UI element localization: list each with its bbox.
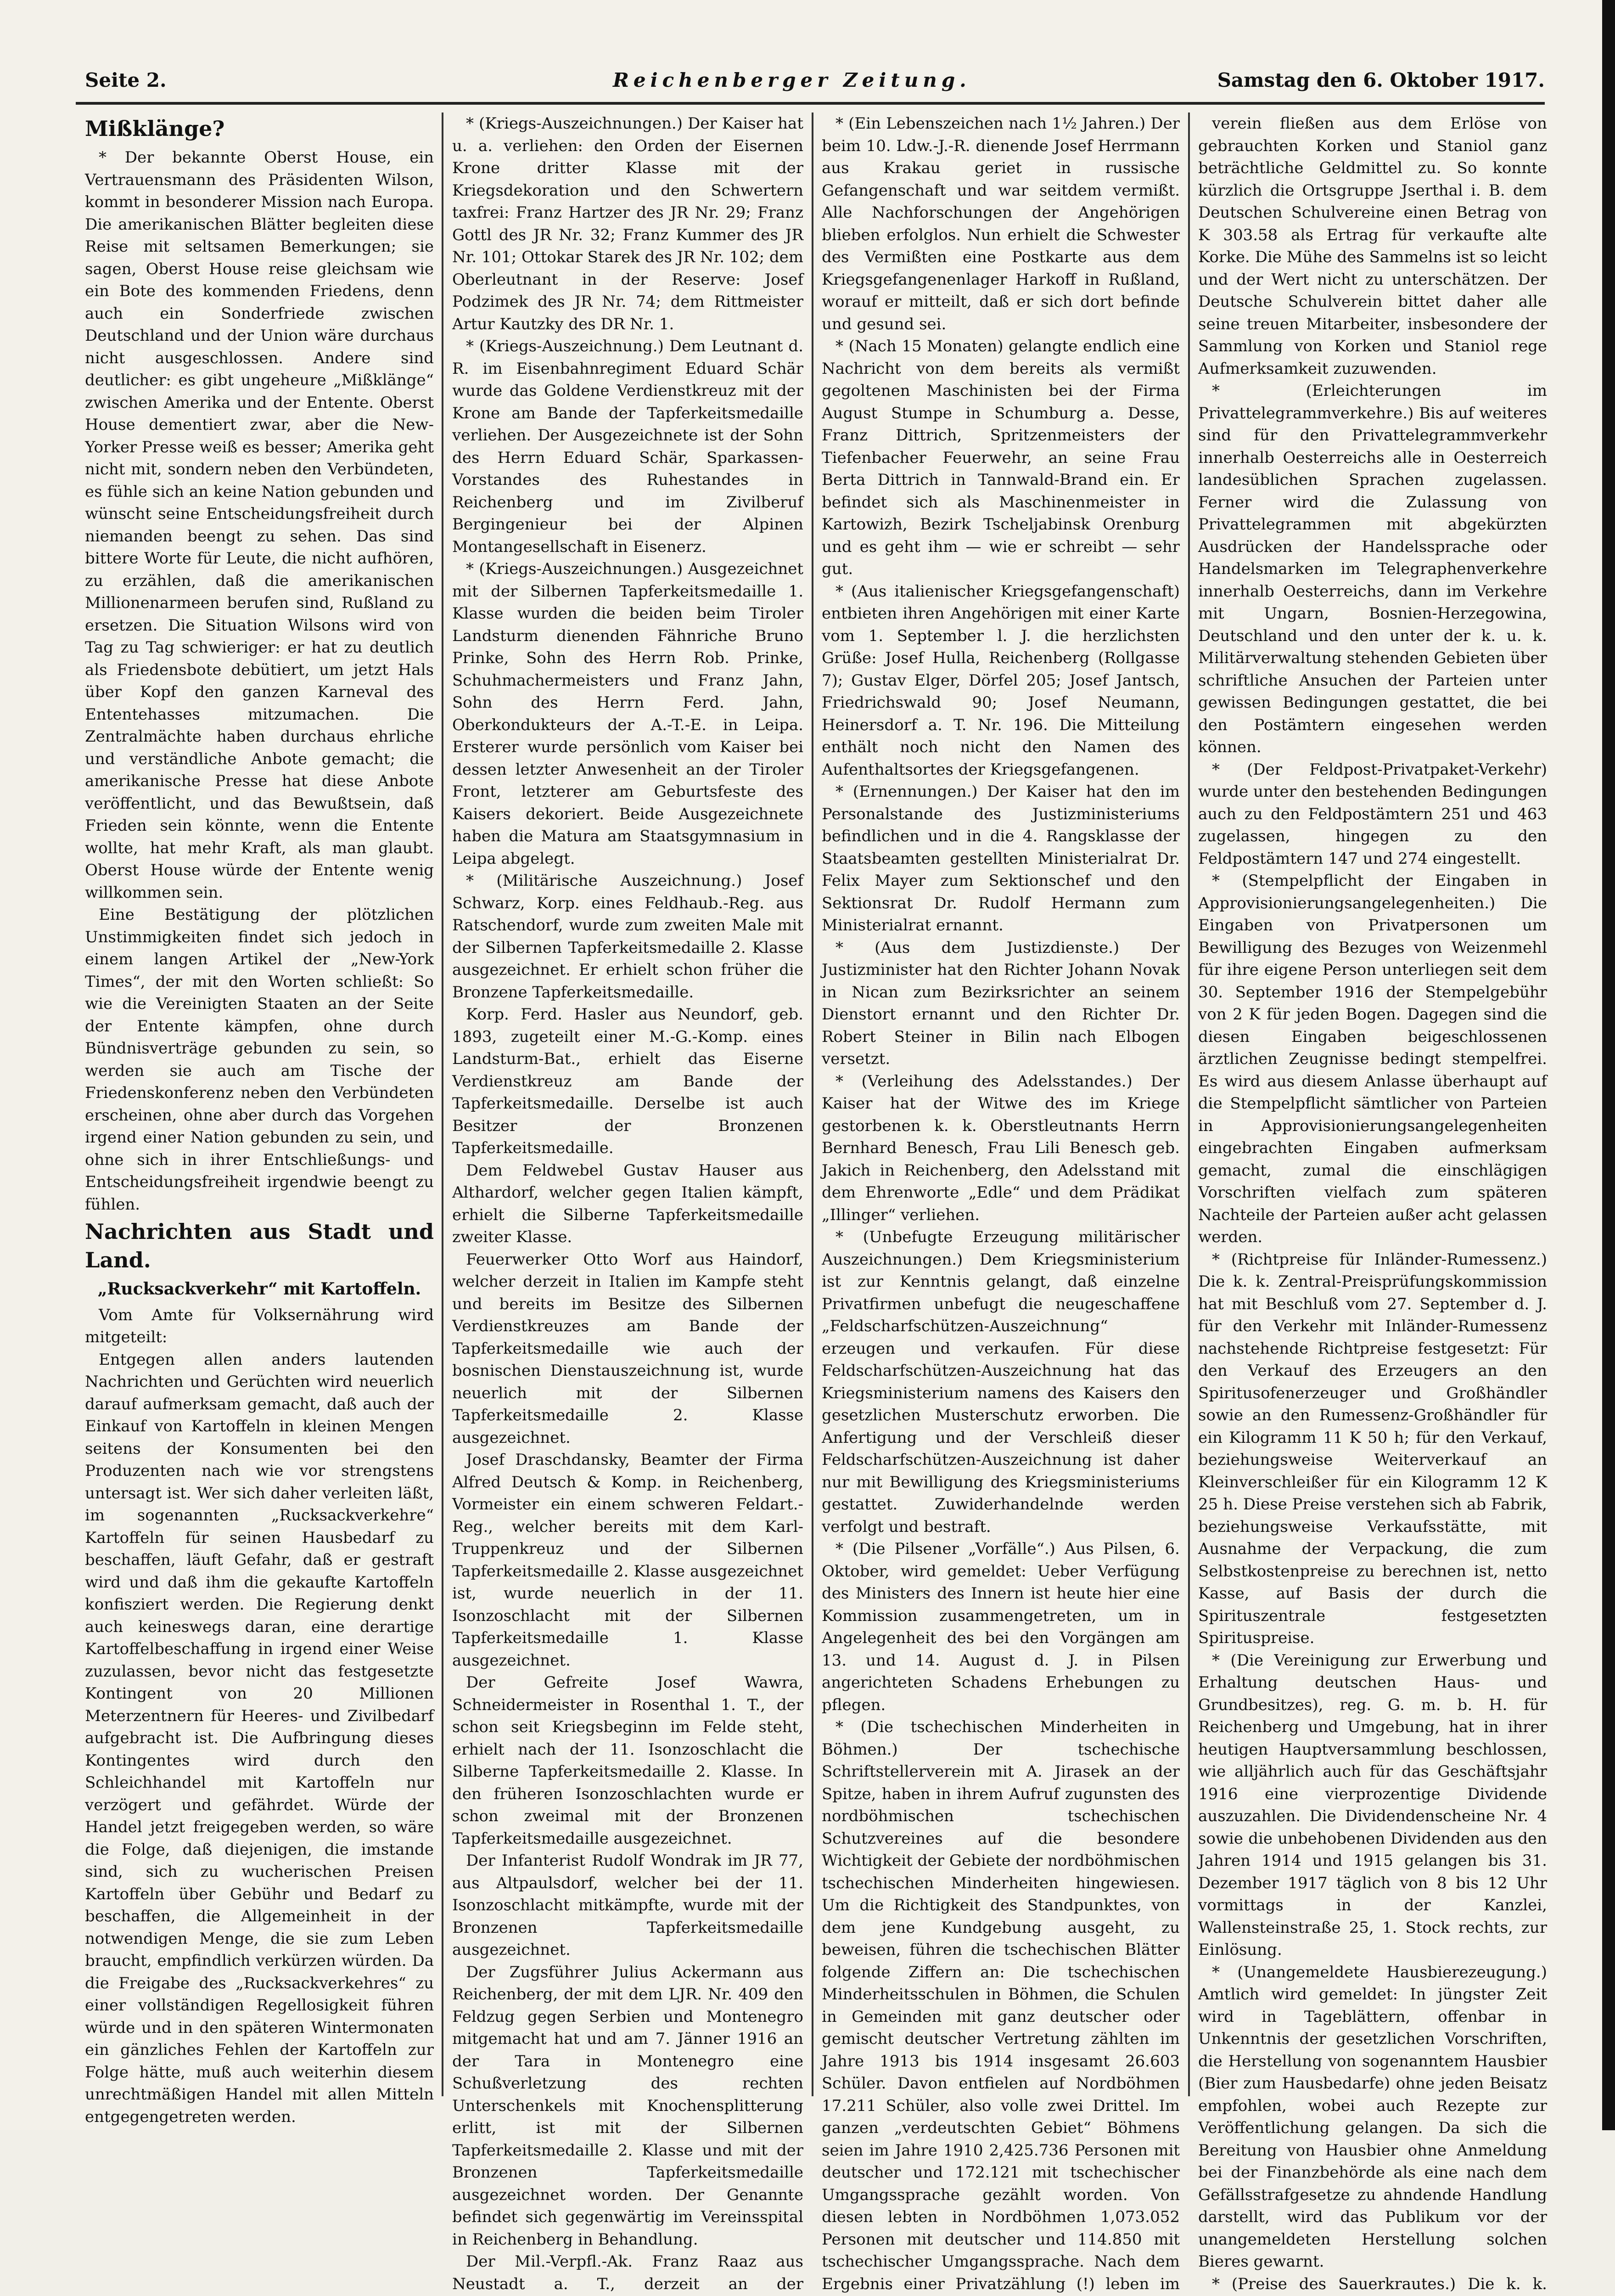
column-4 [1194, 113, 1552, 2096]
article-subheading: „Rucksackverkehr“ mit Kartoffeln. [85, 1278, 434, 1300]
news-item: * (Ein Lebenszeichen nach 1½ Jahren.) Der beim 10. Ldw.-J.-R. dienende Josef Herrmann aus Krakau geriet in russische Gefangenschaft und war seitdem vermißt. Alle Nachforschungen der Angehörigen blieben erfolglos. Nun erhielt die Schwester des Vermißten eine Postkarte aus dem Kriegsgefangenenlager Harkoff in Rußland, worauf er mitteilt, daß er sich dort befinde und gesund sei. [822, 113, 1180, 335]
news-item: * (Richtpreise für Inländer-Rumessenz.) Die k. k. Zentral-Preisprüfungskommission hat mit Beschluß vom 27. September d. J. für den Verkehr mit Inländer-Rumessenz nachstehende Richtpreise festgesetzt: Für den Verkauf des Erzeugers an den Spiritusofenerzeuger und Großhändler sowie an den Rumessenz-Großhändler für ein Kilogramm 11 K 50 h; für den Verkauf, beziehungsweise Weiterverkauf an Kleinverschleißer für ein Kilogramm 12 K 25 h. Diese Preise verstehen sich ab Fabrik, beziehungsweise Verkaufsstätte, mit Ausnahme der Verpackung, die zum Selbstkostenpreise zu berechnen ist, netto Kasse, auf Basis der durch die Spirituszentrale festgesetzten Spirituspreise. [1198, 1249, 1547, 1649]
article-paragraph: Eine Bestätigung der plötzlichen Unstimmigkeiten findet sich jedoch in einem langen Artikel der „New-York Times“, der mit den Worten schließt: So wie die Vereinigten Staaten an der Seite der Entente kämpfen, ohne durch Bündnisverträge gebunden zu sein, so werden sie auch am Tische der Friedenskonferenz neben den Verbündeten erscheinen, ohne aber durch das Vorgehen irgend einer Nation gebunden zu sein, und ohne sich in ihrer Entschließungs- und Entscheidungsfreiheit irgendwie beengt zu fühlen. [85, 904, 434, 1216]
news-item: * (Kriegs-Auszeichnungen.) Der Kaiser hat u. a. verliehen: den Orden der Eisernen Krone dritter Klasse mit der Kriegsdekoration und den Schwertern taxfrei: Franz Hartzer des JR Nr. 29; Franz Gottl des JR Nr. 32; Franz Kummer des JR Nr. 101; Ottokar Starek des JR Nr. 102; dem Oberleutnant in der Reserve: Josef Podzimek des JR Nr. 74; dem Rittmeister Artur Kautzky des DR Nr. 1. [452, 113, 803, 335]
news-item: Dem Feldwebel Gustav Hauser aus Althardorf, welcher gegen Italien kämpft, erhielt die Silberne Tapferkeitsmedaille zweiter Klasse. [452, 1159, 803, 1249]
column-3 [817, 113, 1184, 2096]
article-paragraph: * Der bekannte Oberst House, ein Vertrauensmann des Präsidenten Wilson, kommt in besonderer Mission nach Europa. Die amerikanischen Blätter begleiten diese Reise mit seltsamen Bemerkungen; sie sagen, Oberst House reise gleichsam wie ein Bote des kommenden Friedens, denn auch ein Sonderfriede zwischen Deutschland und der Union wäre durchaus nicht ausgeschlossen. Andere sind deutlicher: es gibt ungeheure „Mißklänge“ zwischen Amerika und der Entente. Oberst House dementiert zwar, aber die New-Yorker Presse weiß es besser; Amerika geht nicht mit, sondern neben den Verbündeten, es fühle sich an keine Nation gebunden und wünscht seine Entscheidungsfreiheit durch niemanden beengt zu sehen. Das sind bittere Worte für Leute, die nicht aufhören, zu erzählen, daß die amerikanischen Millionenarmeen berufen sind, Rußland zu ersetzen. Die Situation Wilsons wird von Tag zu Tag schwieriger: er hat zu deutlich als Friedensbote debütiert, um jetzt Hals über Kopf den ganzen Karneval des Ententehasses mitzumachen. Die Zentralmächte haben durchaus ehrliche und verständliche Anbote gemacht; die amerikanische Presse hat diese Anbote veröffentlicht, und das Bewußtsein, daß Frieden sein könnte, wenn die Entente wollte, hat mehr Kraft, als man glaubt. Oberst House würde der Entente wenig willkommen sein. [85, 146, 434, 904]
news-item: Der Infanterist Rudolf Wondrak im JR 77, aus Altpaulsdorf, welcher bei der 11. Isonzoschlacht mitkämpfte, wurde mit der Bronzenen Tapferkeitsmedaille ausgezeichnet. [452, 1850, 803, 1961]
news-item: * (Erleichterungen im Privattelegrammverkehre.) Bis auf weiteres sind für den Privattelegrammverkehr innerhalb Oesterreichs alle in Oesterreich landesüblichen Sprachen zugelassen. Ferner wird die Zulassung von Privattelegrammen mit abgekürzten Ausdrücken der Handelssprache oder Handelsmarken im Telegraphenverkehre innerhalb Oesterreichs, dann im Verkehre mit Ungarn, Bosnien-Herzegowina, Deutschland und den unter der k. u. k. Militärverwaltung stehenden Gebieten über schriftliche Ansuchen der Parteien unter gewissen Bedingungen gestattet, die bei den Postämtern eingesehen werden können. [1198, 380, 1547, 759]
article-heading: Mißklänge? [85, 114, 434, 143]
news-item: Der Zugsführer Julius Ackermann aus Reichenberg, der mit dem LJR. Nr. 409 den Feldzug gegen Serbien und Montenegro mitgemacht hat und am 7. Jänner 1916 an der Tara in Montenegro eine Schußverletzung des rechten Unterschenkels mit Knochensplitterung erlitt, ist mit der Silbernen Tapferkeitsmedaille 2. Klasse und mit der Bronzenen Tapferkeitsmedaille ausgezeichnet worden. Der Genannte befindet sich gegenwärtig im Vereinsspital in Reichenberg in Behandlung. [452, 1961, 803, 2251]
header-rule [76, 102, 1545, 105]
column-2 [448, 113, 808, 2096]
news-item: * (Die tschechischen Minderheiten in Böhmen.) Der tschechische Schriftstellerverein mit A. Jirasek an der Spitze, haben in ihrem Aufruf zugunsten des nordböhmischen tschechischen Schutzvereines auf die besondere Wichtigkeit der Gebiete der nordböhmischen tschechischen Minderheiten hingewiesen. Um die Richtigkeit des Standpunktes, von dem jene Kundgebung ausgeht, zu beweisen, führen die tschechischen Blätter folgende Ziffern an: Die tschechischen Minderheitsschulen in Böhmen, die Schulen in Gemeinden mit ganz deutscher oder gemischt deutscher Vertretung zählten im Jahre 1913 bis 1914 insgesamt 26.603 Schüler. Davon entfielen auf Nordböhmen 17.211 Schüler, also volle zwei Drittel. Im ganzen „verdeutschten Gebiet“ Böhmens seien im Jahre 1910 2,425.736 Personen mit deutscher und 172.121 mit tschechischer Umgangssprache gezählt worden. Von diesen lebten in Nordböhmen 1,073.052 Personen mit deutscher und 114.850 mit tschechischer Umgangssprache. Nach dem Ergebnis einer Privatzählung (!) leben im [822, 1716, 1180, 2296]
page-label: Seite 2. [85, 69, 167, 91]
article-paragraph: Entgegen allen anders lautenden Nachrichten und Gerüchten wird neuerlich darauf aufmerksam gemacht, daß auch der Einkauf von Kartoffeln in kleinen Mengen seitens der Konsumenten bei den Produzenten nach wie vor strengstens untersagt ist. Wer sich daher verleiten läßt, im sogenannten „Rucksackverkehre“ Kartoffeln für seinen Hausbedarf zu beschaffen, läuft Gefahr, daß er gestraft wird und daß ihm die gekaufte Kartoffeln konfisziert werden. Die Regierung denkt auch keineswegs daran, eine derartige Kartoffelbeschaffung in irgend einer Weise zuzulassen, bevor nicht das festgesetzte Kontingent von 20 Millionen Meterzentnern für Heeres- und Zivilbedarf aufgebracht ist. Die Aufbringung dieses Kontingentes wird durch den Schleichhandel mit Kartoffeln nur verzögert und gefährdet. Würde der Handel jetzt freigegeben werden, so wäre die Folge, daß diejenigen, die imstande sind, sich zu wucherischen Preisen Kartoffeln über Gebühr und Bedarf zu beschaffen, die Allgemeinheit in der notwendigen Menge, die sie zum Leben braucht, empfindlich verkürzen würden. Da die Freigabe des „Rucksackverkehres“ zu einer vollständigen Regellosigkeit führen würde und in den späteren Wintermonaten ein gänzliches Fehlen der Kartoffeln zur Folge hätte, muß auch weiterhin diesem unrechtmäßigen Handel mit allen Mitteln entgegengetreten werden. [85, 1349, 434, 2128]
news-item: Josef Draschdansky, Beamter der Firma Alfred Deutsch & Komp. in Reichenberg, Vormeister ein einem schweren Feldart.-Reg., welcher bereits mit dem Karl-Truppenkreuz und der Silbernen Tapferkeitsmedaille 2. Klasse ausgezeichnet ist, wurde neuerlich in der 11. Isonzoschlacht mit der Silbernen Tapferkeitsmedaille 1. Klasse ausgezeichnet. [452, 1449, 803, 1671]
news-item: Der Mil.-Verpfl.-Ak. Franz Raaz aus Neustadt a. T., derzeit an der [452, 2251, 803, 2296]
news-item: * (Stempelpflicht der Eingaben in Approvisionierungsangelegenheiten.) Die Eingaben von Privatpersonen um Bewilligung des Bezuges von Weizenmehl für ihre eigene Person unterliegen seit dem 30. September 1916 der Stempelgebühr von 2 K für jeden Bogen. Dagegen sind die diesen Eingaben beigeschlossenen ärztlichen Zeugnisse bedingt stempelfrei. Es wird aus diesem Anlasse überhaupt auf die Stempelpflicht sämtlicher von Parteien in Approvisionierungsangelegenheiten eingebrachten Eingaben aufmerksam gemacht, zumal die einschlägigen Vorschriften vielfach zum späteren Nachteile der Parteien außer acht gelassen werden. [1198, 870, 1547, 1249]
scan-edge [1602, 0, 1615, 2130]
news-item: * (Nach 15 Monaten) gelangte endlich eine Nachricht von dem bereits als vermißt gegoltenen Maschinisten bei der Firma August Stumpe in Schumburg a. Desse, Franz Dittrich, Spritzenmeisters der Tiefenbacher Feuerwehr, an seine Frau Berta Dittrich in Tannwald-Brand ein. Er befindet sich als Maschinenmeister in Kartowizh, Bezirk Tscheljabinsk Orenburg und es geht ihm — wie er schreibt — sehr gut. [822, 335, 1180, 580]
news-item: * (Ernennungen.) Der Kaiser hat den im Personalstande des Justizministeriums befindlichen und in die 4. Rangsklasse der Staatsbeamten gestellten Ministerialrat Dr. Felix Mayer zum Sektionschef und den Sektionsrat Dr. Rudolf Hermann zum Ministerialrat ernannt. [822, 781, 1180, 937]
news-item: verein fließen aus dem Erlöse von gebrauchten Korken und Staniol ganz beträchtliche Geldmittel zu. So konnte kürzlich die Ortsgruppe Jserthal i. B. dem Deutschen Schulvereine einen Betrag von K 303.58 als Ertrag für verkaufte alte Korke. Die Mühe des Sammelns ist so leicht und der Wert nicht zu unterschätzen. Der Deutsche Schulverein bittet daher alle seine treuen Mitarbeiter, insbesondere der Sammlung von Korken und Staniol rege Aufmerksamkeit zuzuwenden. [1198, 113, 1547, 380]
column-1 [80, 113, 438, 2096]
news-item: * (Unbefugte Erzeugung militärischer Auszeichnungen.) Dem Kriegsministerium ist zur Kenntnis gelangt, daß einzelne Privatfirmen unbefugt die neugeschaffene „Feldscharfschützen-Auszeichnung“ erzeugen und verkaufen. Für diese Feldscharfschützen-Auszeichnung hat das Kriegsministerium namens des Kaisers den gesetzlichen Musterschutz erworben. Die Anfertigung und der Verschleiß dieser Feldscharfschützen-Auszeichnung ist daher nur mit Bewilligung des Kriegsministeriums gestattet. Zuwiderhandelnde werden verfolgt und bestraft. [822, 1226, 1180, 1538]
news-item: * (Unangemeldete Hausbierezeugung.) Amtlich wird gemeldet: In jüngster Zeit wird in Tageblättern, offenbar in Unkenntnis der gesetzlichen Vorschriften, die Herstellung von sogenanntem Hausbier (Bier zum Hausbedarfe) ohne jeden Beisatz empfohlen, wobei auch Rezepte zur Veröffentlichung gelangen. Da sich die Bereitung von Hausbier ohne Anmeldung bei der Finanzbehörde als eine nach dem Gefällsstrafgesetze zu ahndende Handlung darstellt, wird das Publikum vor der unangemeldeten Herstellung solchen Bieres gewarnt. [1198, 1961, 1547, 2273]
issue-date: Samstag den 6. Oktober 1917. [1217, 69, 1545, 91]
column-divider [442, 113, 443, 2096]
news-item: * (Der Feldpost-Privatpaket-Verkehr) wurde unter den bestehenden Bedingungen auch zu den Feldpostämtern 251 und 463 zugelassen, hingegen zu den Feldpostämtern 147 und 274 eingestellt. [1198, 759, 1547, 870]
news-item: * (Die Pilsener „Vorfälle“.) Aus Pilsen, 6. Oktober, wird gemeldet: Ueber Verfügung des Ministers des Innern ist heute hier eine Kommission zusammengetreten, um in Angelegenheit des bei den Vorgängen am 13. und 14. August d. J. in Pilsen angerichteten Schadens Erhebungen zu pflegen. [822, 1538, 1180, 1716]
column-divider [812, 113, 813, 2096]
news-item: * (Militärische Auszeichnung.) Josef Schwarz, Korp. eines Feldhaub.-Reg. aus Ratschendorf, wurde zum zweiten Male mit der Silbernen Tapferkeitsmedaille 2. Klasse ausgezeichnet. Er erhielt schon früher die Bronzene Tapferkeitsmedaille. [452, 870, 803, 1003]
news-item: * (Aus italienischer Kriegsgefangenschaft) entbieten ihren Angehörigen mit einer Karte vom 1. September l. J. die herzlichsten Grüße: Josef Hulla, Reichenberg (Rollgasse 7); Gustav Elger, Dörfel 205; Josef Jantsch, Friedrichswald 90; Josef Neumann, Heinersdorf a. T. Nr. 196. Die Mitteilung enthält noch nicht den Namen des Aufenthaltsortes der Kriegsgefangenen. [822, 580, 1180, 781]
news-item: * (Kriegs-Auszeichnung.) Dem Leutnant d. R. im Eisenbahnregiment Eduard Schär wurde das Goldene Verdienstkreuz mit der Krone am Bande der Tapferkeitsmedaille verliehen. Der Ausgezeichnete ist der Sohn des Herrn Eduard Schär, Sparkassen-Vorstandes des Ruhestandes in Reichenberg und im Zivilberuf Bergingenieur bei der Alpinen Montangesellschaft in Eisenerz. [452, 335, 803, 558]
article-paragraph: Vom Amte für Volksernährung wird mitgeteilt: [85, 1304, 434, 1349]
news-item: * (Aus dem Justizdienste.) Der Justizminister hat den Richter Johann Novak in Nican zum Bezirksrichter an seinem Dienstort ernannt und den Richter Dr. Robert Steiner in Bilin nach Elbogen versetzt. [822, 937, 1180, 1070]
news-item: * (Kriegs-Auszeichnungen.) Ausgezeichnet mit der Silbernen Tapferkeitsmedaille 1. Klasse wurden die beiden beim Tiroler Landsturm dienenden Fähnriche Bruno Prinke, Sohn des Herrn Rob. Prinke, Schuhmachermeisters und Franz Jahn, Sohn des Herrn Ferd. Jahn, Oberkondukteurs der A.-T.-E. in Leipa. Ersterer wurde persönlich vom Kaiser bei dessen letzter Anwesenheit an der Tiroler Front, letzterer am Geburtsfeste des Kaisers dekoriert. Beide Ausgezeichnete haben die Matura am Staatsgymnasium in Leipa abgelegt. [452, 558, 803, 870]
paper-name: Reichenberger Zeitung. [613, 69, 971, 91]
news-item: * (Die Vereinigung zur Erwerbung und Erhaltung deutschen Haus- und Grundbesitzes), reg. G. m. b. H. für Reichenberg und Umgebung, hat in ihrer heutigen Hauptversammlung beschlossen, wie alljährlich auch für das Geschäftsjahr 1916 eine vierprozentige Dividende auszuzahlen. Die Dividendenscheine Nr. 4 sowie die unbehobenen Dividenden aus den Jahren 1914 und 1915 gelangen bis 31. Dezember 1917 täglich von 8 bis 12 Uhr vormittags in der Kanzlei, Wallensteinstraße 25, 1. Stock rechts, zur Einlösung. [1198, 1649, 1547, 1961]
news-item: Korp. Ferd. Hasler aus Neundorf, geb. 1893, zugeteilt einer M.-G.-Komp. eines Landsturm-Bat., erhielt das Eiserne Verdienstkreuz am Bande der Tapferkeitsmedaille. Derselbe ist auch Besitzer der Bronzenen Tapferkeitsmedaille. [452, 1003, 803, 1159]
news-item: * (Preise des Sauerkrautes.) Die k. k. [1198, 2273, 1547, 2296]
section-heading: Nachrichten aus Stadt und Land. [85, 1217, 434, 1274]
news-item: * (Verleihung des Adelsstandes.) Der Kaiser hat der Witwe des im Kriege gestorbenen k. k. Oberstleutnants Herrn Bernhard Benesch, Frau Lili Benesch geb. Jakich in Reichenberg, den Adelsstand mit dem Ehrenworte „Edle“ und dem Prädikat „Illinger“ verliehen. [822, 1070, 1180, 1227]
news-item: Der Gefreite Josef Wawra, Schneidermeister in Rosenthal 1. T., der schon seit Kriegsbeginn im Felde steht, erhielt nach der 11. Isonzoschlacht die Silberne Tapferkeitsmedaille 2. Klasse. In den früheren Isonzoschlachten wurde er schon zweimal mit der Bronzenen Tapferkeitsmedaille ausgezeichnet. [452, 1671, 803, 1850]
column-divider [1188, 113, 1190, 2096]
news-item: Feuerwerker Otto Worf aus Haindorf, welcher derzeit in Italien im Kampfe steht und bereits im Besitze des Silbernen Verdienstkreuzes am Bande der Tapferkeitsmedaille wie auch der bosnischen Dienstauszeichnung ist, wurde neuerlich mit der Silbernen Tapferkeitsmedaille 2. Klasse ausgezeichnet. [452, 1249, 803, 1449]
masthead [85, 69, 1545, 96]
